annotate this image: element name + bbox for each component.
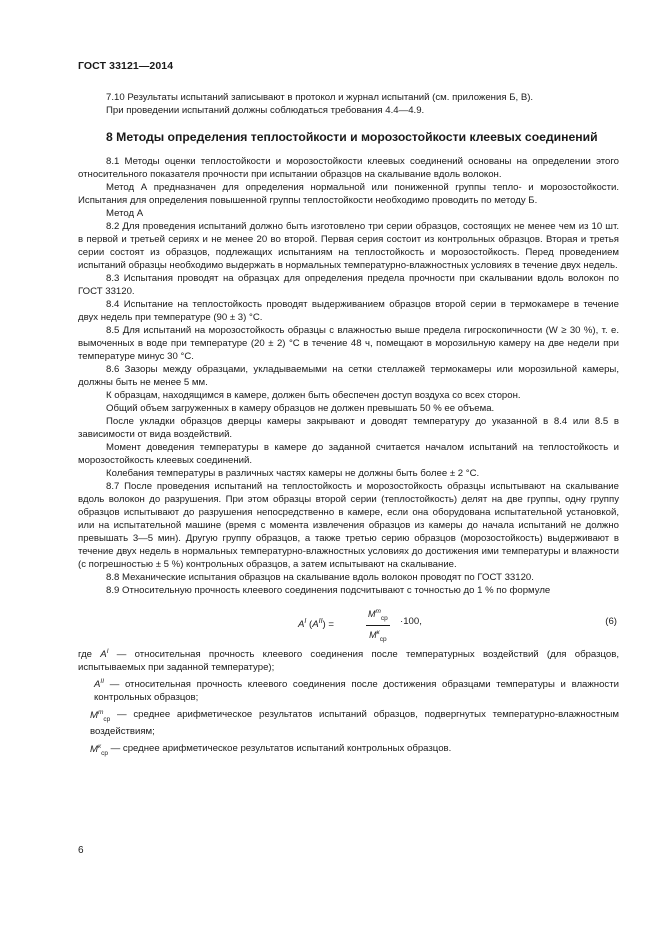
formula-expression: $A^I$ $(A^{II})$ = $M^т_{ср}$ $M^к_{ср}$ ·100, bbox=[298, 605, 498, 641]
standard-id: ГОСТ 33121—2014 bbox=[78, 60, 174, 72]
method-a-label: Метод А bbox=[106, 208, 144, 219]
definition-mt: $M^т_{ср}$ — среднее арифметическое результатов испытаний образцов, подвергнутых температурно-влажностным воздействиям; bbox=[90, 708, 619, 738]
section-8-heading: 8 Методы определения теплостойкости и морозостойкости клеевых соединений bbox=[106, 130, 598, 144]
paragraph-8-4: 8.4 Испытание на теплостойкость проводят выдерживанием образцов второй серии в термокамере в течение двух недель при температуре (90 ± 3) °С. bbox=[78, 299, 619, 323]
document-body bbox=[78, 91, 619, 761]
paragraph-door-closing: После укладки образцов дверцы камеры закрывают и доводят температуру до указанной в 8.4 или 8.5 в зависимости от вида воздействий. bbox=[78, 416, 619, 440]
paragraph-air-access: К образцам, находящимся в камере, должен быть обеспечен доступ воздуха со всех сторон. bbox=[106, 390, 521, 401]
definition-ai: где $A^I$ — относительная прочность клеевого соединения после температурных воздействий (для образцов, испытываемых при заданной температуре); bbox=[78, 648, 620, 674]
formula-number: (6) bbox=[605, 616, 617, 627]
paragraph-8-5: 8.5 Для испытаний на морозостойкость образцы с влажностью выше предела гигроскопичности (W ≥ 30 %), т. е. вымоченных в воде при температуре (20 ± 2) °С в течение 48 ч, помещают в морозильную камеру на две недели при температуре минус 30 °С. bbox=[78, 325, 619, 362]
formula-tail: ·100, bbox=[400, 616, 422, 627]
formula-6 bbox=[78, 605, 619, 641]
paragraph-8-1: 8.1 Методы оценки теплостойкости и морозостойкости клеевых соединений основаны на определении этого относительного показателя прочности при испытании образцов на скалывание вдоль волокон. bbox=[78, 156, 619, 180]
paragraph-8-8: 8.8 Механические испытания образцов на скалывание вдоль волокон проводят по ГОСТ 33120. bbox=[106, 572, 534, 583]
page-number: 6 bbox=[78, 845, 84, 856]
paragraph-8-6: 8.6 Зазоры между образцами, укладываемыми на сетки стеллажей термокамеры или морозильной камеры, должны быть не менее 5 мм. bbox=[78, 364, 619, 388]
definition-mk: $M^к_{ср}$ — среднее арифметическое результатов испытаний контрольных образцов. bbox=[90, 742, 452, 757]
formula-lhs: A bbox=[298, 619, 305, 631]
paragraph-7-10-requirements: При проведении испытаний должны соблюдаться требования 4.4—4.9. bbox=[106, 105, 425, 116]
paragraph-temperature-variation: Колебания температуры в различных частях камеры не должны быть более ± 2 °С. bbox=[106, 468, 480, 479]
paragraph-method-a-purpose: Метод А предназначен для определения нормальной или пониженной группы тепло- и морозостойкости. Испытания для определения повышенной группы теплостойкости необходимо проводить по методу Б. bbox=[78, 182, 619, 206]
paragraph-7-10: 7.10 Результаты испытаний записывают в протокол и журнал испытаний (см. приложения Б, В). bbox=[106, 92, 534, 103]
formula-fraction: $M^т_{ср}$ $M^к_{ср}$ bbox=[366, 605, 390, 646]
symbol-definitions bbox=[78, 645, 619, 760]
paragraph-volume-limit: Общий объем загруженных в камеру образцов не должен превышать 50 % ее объема. bbox=[106, 403, 495, 414]
paragraph-8-7: 8.7 После проведения испытаний на теплостойкость и морозостойкость образцы испытывают на скалывание вдоль волокон до разрушения. При этом образцы второй серии (теплостойкость) делят на две группы, одну группу образцов испытывают до разрушения непосредственно в камере, если она оборудована испытательной установкой, или на испытательной машине (время с момента извлечения образцов из камеры до начала испытаний не должно превышать 3—5 мин). Другую группу образцов, а также третью серию образцов (морозостойкость) выдерживают в течение двух недель в нормальных температурно-влажностных условиях до достижения ими температуры и влажности (с погрешностью ± 5 %) контрольных образцов, а затем испытывают на скалывание. bbox=[78, 481, 619, 570]
paragraph-8-2: 8.2 Для проведения испытаний должно быть изготовлено три серии образцов, состоящих не менее чем из 10 шт. в первой и третьей сериях и не менее 20 во второй. Первая серия состоит из контрольных образцов. Вторая и третья серии состоят из образцов, подлежащих испытаниям на теплостойкость и морозостойкость. Перед проведением испытаний образцы необходимо выдержать в нормальных температурно-влажностных условиях в течение двух недель. bbox=[78, 221, 619, 271]
paragraph-8-9: 8.9 Относительную прочность клеевого соединения подсчитывают с точностью до 1 % по формуле bbox=[106, 585, 551, 596]
definition-aii: $A^{II}$ — относительная прочность клеевого соединения после достижения образцами температуры и влажности контрольных образцов; bbox=[94, 678, 619, 704]
paragraph-8-3: 8.3 Испытания проводят на образцах для определения предела прочности при скалывании вдоль волокон по ГОСТ 33120. bbox=[78, 273, 619, 297]
paragraph-test-start: Момент доведения температуры в камере до заданной считается началом испытаний на теплостойкость и морозостойкость клеевых соединений. bbox=[78, 442, 619, 466]
